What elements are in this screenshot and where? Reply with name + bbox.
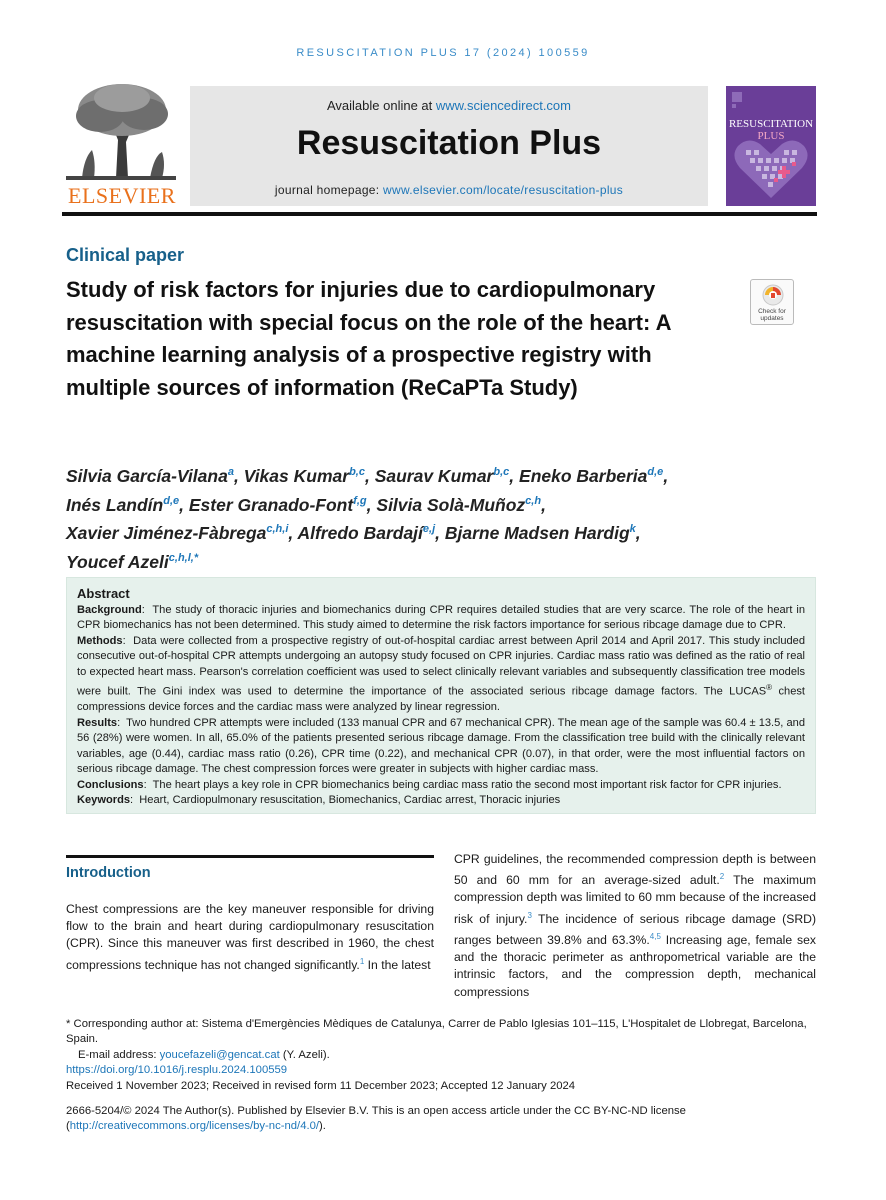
cover-heart-icon xyxy=(726,86,816,206)
homepage-line xyxy=(190,183,708,197)
reference-link[interactable]: 2 xyxy=(719,872,725,882)
abstract-conclusions: Conclusions: The heart plays a key role in CPR biomechanics being cardiac mass ratio the second most important risk factor for CPR injuries. xyxy=(77,778,782,791)
cover-subtitle: PLUS xyxy=(757,130,785,142)
abstract-box xyxy=(66,577,816,814)
abstract-background: Background: The study of thoracic injuries and biomechanics during CPR requires detailed studies that are very scarce. The role of the heart in CPR biomechanics has not been determined. This study aimed to determine the risk factors importance for serious ribcage damage due to CPR. xyxy=(77,603,805,631)
author: Silvia Solà-Muñoz$^{c,h}$, xyxy=(376,494,546,515)
author: Saurav Kumar$^{b,c}$, xyxy=(374,465,520,486)
check-for-updates-button[interactable] xyxy=(750,279,794,325)
section-rule xyxy=(66,855,434,858)
corresponding-author-note: * Corresponding author at: Sistema d'Emergències Mèdiques de Catalunya, Carrer de Pablo Iglesias 101–115, L'Hospitalet de Llobregat, Barcelona, Spain. xyxy=(66,1018,807,1046)
intro-column-left: Chest compressions are the key maneuver responsible for driving flow to the brain and heart during cardiopulmonary resuscitation (CPR). Since this maneuver was first described in 1960, the chest compressions technique has not changed significantly.$^1$ In the latest xyxy=(66,902,434,972)
abstract-methods: Methods: Data were collected from a prospective registry of out-of-hospital cardiac arrest between April 2014 and April 2017. This study included consecutive out-of-hospital CPR attempts undergoing an autopsy study focused on CPR injuries. Cardiac mass ratio was defined as the ratio of real to expected heart mass. Pearson's correlation coefficient was used to select clinically relevant variables and subsequently classification tree models were built. The Gini index was used to determine the importance of the associated serious ribcage damage factors. The LUCAS® chest compressions device forces and the cardiac mass were analyzed by linear regression. xyxy=(77,634,806,714)
author: Inés Landín$^{d,e}$, xyxy=(66,494,189,515)
intro-column-right: CPR guidelines, the recommended compression depth is between 50 and 60 mm for an average-sized adult.$^2$ The maximum compression depth was limited to 60 mm because of the increased risk of injury.$^3$ The incidence of serious ribcage damage (SRD) ranges between 39.8% and 63.3%.$^{4,5}$ Increasing age, female sex and the thoracic perimeter as anthropometrical variable are the intrinsic factors, and the compression depth, mechanical compressions xyxy=(454,852,817,999)
check-updates-label: Check for updates xyxy=(758,308,786,322)
author: Xavier Jiménez-Fàbrega$^{c,h,i}$, xyxy=(66,523,298,544)
elsevier-wordmark: ELSEVIER xyxy=(68,183,176,208)
cover-title: RESUSCITATION xyxy=(728,118,814,130)
abstract-heading: Abstract xyxy=(77,586,130,601)
doi-link[interactable]: https://doi.org/10.1016/j.resplu.2024.100559 xyxy=(66,1064,288,1077)
journal-name: Resuscitation Plus xyxy=(296,124,602,162)
author: Ester Granado-Font$^{f,g}$, xyxy=(188,494,377,515)
license-link[interactable]: http://creativecommons.org/licenses/by-nc-nd/4.0/ xyxy=(69,1120,320,1133)
author: Vikas Kumar$^{b,c}$, xyxy=(243,465,375,486)
footnotes xyxy=(66,1017,816,1094)
author: Alfredo Bardají$^{e,j}$, xyxy=(297,523,445,544)
abstract-keywords: Keywords: Heart, Cardiopulmonary resuscitation, Biomechanics, Cardiac arrest, Thoracic injuries xyxy=(77,794,561,807)
copyright-notice: 2666-5204/© 2024 The Author(s). Published by Elsevier B.V. This is an open access article under the CC BY-NC-ND license (http://creativecommons.org/licenses/by-nc-nd/4.0/). xyxy=(66,1105,686,1133)
received-dates: Received 1 November 2023; Received in revised form 11 December 2023; Accepted 12 January 2024 xyxy=(66,1079,576,1092)
journal-masthead xyxy=(190,86,708,206)
author: Silvia García-Vilana$^a$, xyxy=(66,465,244,486)
email-link[interactable]: youcefazeli@gencat.cat xyxy=(159,1048,280,1061)
homepage-prefix: journal homepage: xyxy=(274,183,384,197)
author: Bjarne Madsen Hardig$^k$, xyxy=(444,523,641,544)
availability-line xyxy=(190,98,708,113)
running-head: RESUSCITATION PLUS 17 (2024) 100559 xyxy=(296,47,590,59)
abstract-results: Results: Two hundred CPR attempts were included (133 manual CPR and 67 mechanical CPR). The mean age of the sample was 60.4 ± 13.5, and 56 (28%) were women. In all, 65.0% of the patients presented serious ribcage damage. From the classification tree build with the clinically relevant variables, age (0.44), cardiac mass ratio (0.26), CPR time (0.22), and mechanical CPR (0.07), in that order, were the most influential factors on serious ribcage damage. The chest compression forces were greater in subjects with higher cardiac mass. xyxy=(77,716,805,776)
masthead-rule xyxy=(62,212,817,216)
reference-link[interactable]: 3 xyxy=(527,910,532,920)
author: Eneko Barberia$^{d,e}$, xyxy=(519,465,669,486)
author: Youcef Azeli$^{c,h,l,*}$ xyxy=(66,552,199,573)
article-type: Clinical paper xyxy=(66,245,185,265)
email-line: E-mail address: youcefazeli@gencat.cat (Y. Azeli). xyxy=(78,1048,330,1061)
reference-link[interactable]: 4,5 xyxy=(649,931,661,941)
reference-link[interactable]: 1 xyxy=(359,956,365,966)
journal-cover xyxy=(726,86,816,206)
author-list xyxy=(66,460,806,575)
journal-homepage-link[interactable]: www.elsevier.com/locate/resuscitation-plus xyxy=(383,183,624,197)
availability-prefix: Available online at xyxy=(326,98,436,113)
sciencedirect-link[interactable]: www.sciencedirect.com xyxy=(435,98,571,113)
article-title: Study of risk factors for injuries due to cardiopulmonary resuscitation with special focus on the role of the heart: A machine learning analysis of a prospective registry with multiple sources of information (ReCaPTa Study) xyxy=(66,277,671,400)
check-updates-icon xyxy=(762,284,784,306)
section-heading-introduction: Introduction xyxy=(66,865,151,881)
